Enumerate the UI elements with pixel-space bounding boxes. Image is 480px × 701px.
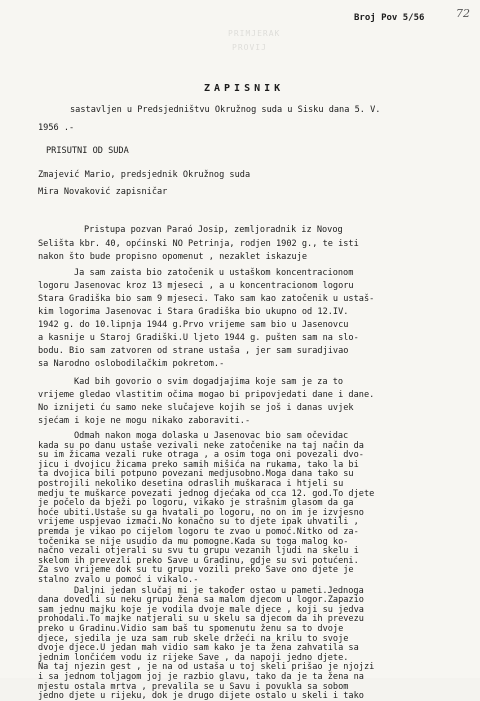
text-line: dvoje djece.U jedan mah vidio sam kako je ta žena zahvatila sa [38, 643, 359, 654]
summons-line: Selišta kbr. 40, općinski NO Petrinja, rodjen 1902 g., te isti [38, 239, 359, 249]
text-line: sam jednu majku koje je vodila dvoje male djece , koji su jedva [38, 604, 364, 615]
text-line: Za svo vrijeme dok su tu grupu vozili preko Save ono djete je [38, 565, 354, 576]
text-line: hoće ubiti.Ustaše su ga hvatali po logoru, no on im je izvjesno [38, 507, 364, 518]
intro-line: 1956 .- [38, 123, 75, 133]
text-line: točenika se nije usudio da mu pomogne.Kada su toga malog ko- [38, 536, 349, 547]
text-line: Odmah nakon moga dolaska u Jasenovac bio sam očevidac [74, 431, 349, 441]
text-line: Ja sam zaista bio zatočenik u ustaškom koncentracionom [74, 268, 354, 278]
present-heading: PRISUTNI OD SUDA [46, 146, 129, 156]
text-line: logoru Jasenovac kroz 13 mjeseci , a u koncentracionom logoru [38, 281, 354, 291]
text-line: načno vezali otjerali su svu tu grupu vezanih ljudi na skelu i [38, 546, 359, 557]
text-line: prohodali.To majke natjerali su u skelu sa djecom da ih prevezu [38, 614, 364, 625]
text-line: skelom ih prevezli preko Save u Gradinu, gdje su svi potućeni. [38, 555, 359, 566]
text-line: kim logorima Jasenovac i Stara Gradiška bio ukupno od 12.IV. [38, 307, 349, 317]
summons-line: Pristupa pozvan Paraó Josip, zemljoradnik iz Novog [84, 225, 343, 235]
text-line: Kad bih govorio o svim dogadjajima koje sam je za to [74, 377, 344, 387]
text-line: medju te muškarce povezati jednog djećaka od cca 12. god.To djete [38, 488, 375, 499]
text-line: i sa jednom toljagom joj je razbio glavu, tako da je ta žena na [38, 672, 364, 682]
text-line: vrijeme gledao vlastitim očima mogao bi pripovjedati dane i dane. [38, 390, 375, 400]
text-line: ta dvojica bili potpuno povezani medjusobno.Moga dana tako su [38, 469, 354, 480]
text-line: Stara Gradiška bio sam 9 mjeseci. Tako sam kao zatočenik u ustaš- [38, 294, 375, 304]
text-line: stalno zvalo u pomoć i vikalo.- [38, 575, 199, 585]
text-line: jicu i dvojicu žicama preko samih mišića na rukama, tako la bi [38, 459, 359, 470]
reference-number: Broj Pov 5/56 [354, 13, 425, 23]
summons-line: nakon što bude propisno opomenut , nezaklet iskazuje [38, 252, 308, 262]
text-line: premda je vikao po cijelom logoru te zvao u pomoć.Nitko od za- [38, 527, 359, 537]
present-member: Mira Novaković zapisničar [38, 187, 168, 197]
text-line: je počelo da bježi po logoru, vikako je strašnim glasom da ga [38, 498, 354, 509]
text-line: No iznijeti ću samo neke slučajeve kojih se još i danas uvjek [38, 403, 354, 413]
text-line: bodu. Bio sam zatvoren od strane ustaša , jer sam suradjivao [38, 346, 349, 356]
ghost-stamp-line-2: PROVIJ [232, 43, 267, 52]
text-line: Daljni jedan slučaj mi je također ostao u pameti.Jednoga [74, 585, 364, 596]
text-line: 1942 g. do 10.lipnja 1944 g.Prvo vrijeme sam bio u Jasenovcu [38, 320, 349, 330]
text-line: Na taj njezin gest , je na od ustaša u toj skeli prišao je njojzi [38, 662, 375, 673]
text-line: postrojili nekoliko desetina odraslih muškaraca i htjeli su [38, 479, 344, 489]
document-title: ZAPISNIK [204, 83, 285, 94]
text-line: vrijeme uspjevao izmaći.No konačno su to djete ipak uhvatili , [38, 517, 359, 528]
intro-line: sastavljen u Predsjedništvu Okružnog suda u Sisku dana 5. V. [70, 105, 381, 115]
text-line: mjestu ostala mrtva , prevalila se u Savu i povukla sa sobom [38, 681, 349, 692]
text-line: a kasnije u Staroj Gradiški.U ljeto 1944 g. pušten sam na slo- [38, 333, 359, 343]
text-line: su im žicama vezali ruke otraga , a osim toga oni povezali dvo- [38, 450, 364, 461]
text-line: preko u Gradinu.Vidio sam baš tu spomenutu ženu sa to dvoje [38, 624, 344, 634]
present-member: Zmajević Mario, predsjednik Okružnog suda [38, 170, 251, 180]
text-line: dana dovedli su neku grupu žena sa malom djecom u logor.Zapazio [38, 595, 364, 606]
text-line: sjećam i koje ne mogu nikako zaboraviti.- [38, 416, 251, 426]
text-line: sa Narodno oslobodilačkim pokretom.- [38, 359, 225, 369]
text-line: djece, sjedila je uza sam rub skele držeći na krilu to svoje [38, 633, 349, 644]
text-line: kada su po danu ustaše vezivali neke zatočenike na taj način da [38, 440, 364, 451]
pencil-mark: 72 [456, 7, 470, 20]
ghost-stamp-line-1: PRIMJERAK [228, 29, 281, 38]
text-line: jedno djete u rijeku, dok je drugo dijete ostalo u skeli i tako [38, 691, 364, 701]
text-line: jednim lončićem vodu iz rijeke Save , da napoji jedno djete. [38, 652, 349, 663]
